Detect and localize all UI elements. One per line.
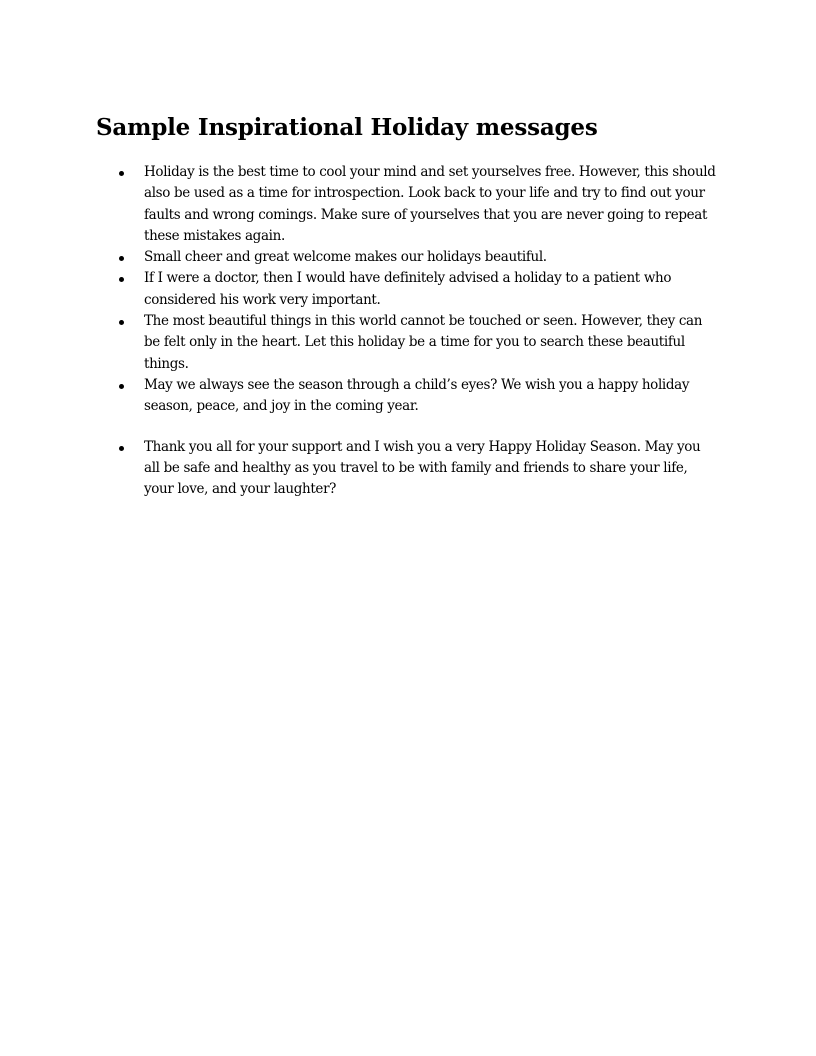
list-item	[0, 247, 716, 268]
message-text: Small cheer and great welcome makes our holidays beautiful.	[144, 249, 547, 266]
page-title: Sample Inspirational Holiday messages	[96, 114, 598, 141]
message-text: Thank you all for your support and I wish you a very Happy Holiday Season. May you all be safe and healthy as you travel to be with family and friends to share your life, your love, and your laughter?	[144, 438, 701, 498]
bullet-icon	[119, 256, 124, 261]
bullet-icon	[119, 320, 124, 325]
list-item	[0, 437, 716, 501]
bullet-icon	[119, 384, 124, 389]
message-list	[0, 162, 816, 500]
message-text: Holiday is the best time to cool your mind and set yourselves free. However, this should also be used as a time for introspection. Look back to your life and try to find out your faults and wrong comings. Make sure of yourselves that you are never going to repeat these mistakes again.	[144, 164, 716, 244]
bullet-icon	[119, 171, 124, 176]
list-item	[0, 375, 716, 418]
message-text: May we always see the season through a child’s eyes? We wish you a happy holiday season, peace, and joy in the coming year.	[144, 376, 690, 415]
message-text: If I were a doctor, then I would have definitely advised a holiday to a patient who considered his work very important.	[144, 270, 672, 308]
bullet-icon	[119, 446, 124, 451]
list-item	[0, 311, 716, 375]
message-text: The most beautiful things in this world cannot be touched or seen. However, they can be felt only in the heart. Let this holiday be a time for you to search these beautiful things.	[144, 313, 703, 372]
bullet-icon	[119, 277, 124, 282]
list-item	[0, 268, 716, 311]
list-item	[0, 162, 716, 247]
